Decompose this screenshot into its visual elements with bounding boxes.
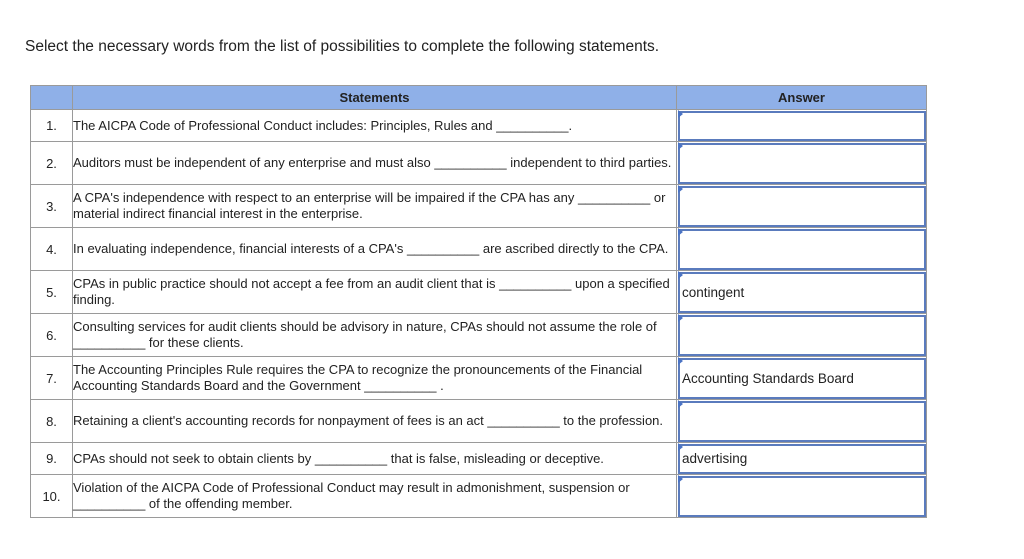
dropdown-marker-icon (678, 400, 683, 408)
answer-cell (677, 443, 927, 475)
row-number: 7. (31, 357, 73, 400)
instructions-text: Select the necessary words from the list of possibilities to complete the following statements. (25, 38, 660, 55)
header-statements: Statements (73, 86, 677, 110)
answer-dropdown[interactable] (678, 315, 926, 356)
dropdown-marker-icon (678, 443, 683, 451)
dropdown-marker-icon (678, 475, 683, 483)
statement-cell (73, 357, 677, 400)
table-row (31, 185, 927, 228)
statement-cell (73, 443, 677, 475)
dropdown-marker-icon (678, 357, 683, 365)
header-number (31, 86, 73, 110)
dropdown-marker-icon (678, 271, 683, 279)
statement-cell (73, 228, 677, 271)
statement-cell (73, 142, 677, 185)
answer-cell (677, 228, 927, 271)
statement-text: CPAs should not seek to obtain clients by __________ that is false, misleading or deceptive. (73, 450, 604, 466)
table-row (31, 443, 927, 475)
statement-text: A CPA's independence with respect to an enterprise will be impaired if the CPA has any __________ or material indirect financial interest in the enterprise. (73, 190, 670, 221)
table-row (31, 271, 927, 314)
statement-text: Consulting services for audit clients should be advisory in nature, CPAs should not assume the role of __________ for these clients. (73, 319, 661, 350)
statement-text: The AICPA Code of Professional Conduct includes: Principles, Rules and __________. (73, 117, 573, 133)
answer-cell (677, 142, 927, 185)
statement-cell (73, 271, 677, 314)
row-number: 2. (31, 142, 73, 185)
dropdown-marker-icon (678, 314, 683, 322)
row-number: 6. (31, 314, 73, 357)
statement-cell (73, 400, 677, 443)
table-header-row (31, 86, 927, 110)
answer-cell (677, 400, 927, 443)
answer-dropdown[interactable] (678, 143, 926, 184)
table-row (31, 228, 927, 271)
table-row (31, 475, 927, 518)
statement-text: CPAs in public practice should not accept a fee from an audit client that is __________ upon a specified finding. (73, 276, 674, 307)
table-row (31, 400, 927, 443)
row-number: 3. (31, 185, 73, 228)
row-number: 9. (31, 443, 73, 475)
answer-cell (677, 185, 927, 228)
answer-cell (677, 475, 927, 518)
answer-dropdown[interactable] (678, 111, 926, 141)
answer-cell (677, 271, 927, 314)
answer-dropdown[interactable]: advertising (678, 444, 926, 474)
statement-text: Violation of the AICPA Code of Professional Conduct may result in admonishment, suspension or __________ of the offending member. (73, 480, 634, 511)
answer-dropdown[interactable] (678, 401, 926, 442)
answer-cell (677, 110, 927, 142)
table-row (31, 142, 927, 185)
dropdown-marker-icon (678, 185, 683, 193)
row-number: 8. (31, 400, 73, 443)
statement-text: Retaining a client's accounting records for nonpayment of fees is an act __________ to the profession. (73, 413, 664, 428)
table-row (31, 110, 927, 142)
statement-cell (73, 314, 677, 357)
table-row (31, 357, 927, 400)
answer-dropdown[interactable]: Accounting Standards Board (678, 358, 926, 399)
answer-cell (677, 314, 927, 357)
answer-dropdown[interactable] (678, 476, 926, 517)
answer-dropdown[interactable] (678, 229, 926, 270)
statement-text: In evaluating independence, financial interests of a CPA's __________ are ascribed directly to the CPA. (73, 241, 669, 256)
statement-cell (73, 185, 677, 228)
table-row (31, 314, 927, 357)
answer-dropdown[interactable]: contingent (678, 272, 926, 313)
statements-table (30, 85, 927, 518)
row-number: 1. (31, 110, 73, 142)
row-number: 4. (31, 228, 73, 271)
answer-cell (677, 357, 927, 400)
header-answer: Answer (677, 86, 927, 110)
statement-cell (73, 475, 677, 518)
row-number: 5. (31, 271, 73, 314)
statement-text: The Accounting Principles Rule requires the CPA to recognize the pronouncements of the Financial Accounting Standards Board and the Government __________ . (73, 362, 646, 393)
dropdown-marker-icon (678, 142, 683, 150)
answer-dropdown[interactable] (678, 186, 926, 227)
dropdown-marker-icon (678, 110, 683, 118)
statement-text: Auditors must be independent of any enterprise and must also __________ independent to third parties. (73, 155, 672, 170)
statement-cell (73, 110, 677, 142)
row-number: 10. (31, 475, 73, 518)
dropdown-marker-icon (678, 228, 683, 236)
